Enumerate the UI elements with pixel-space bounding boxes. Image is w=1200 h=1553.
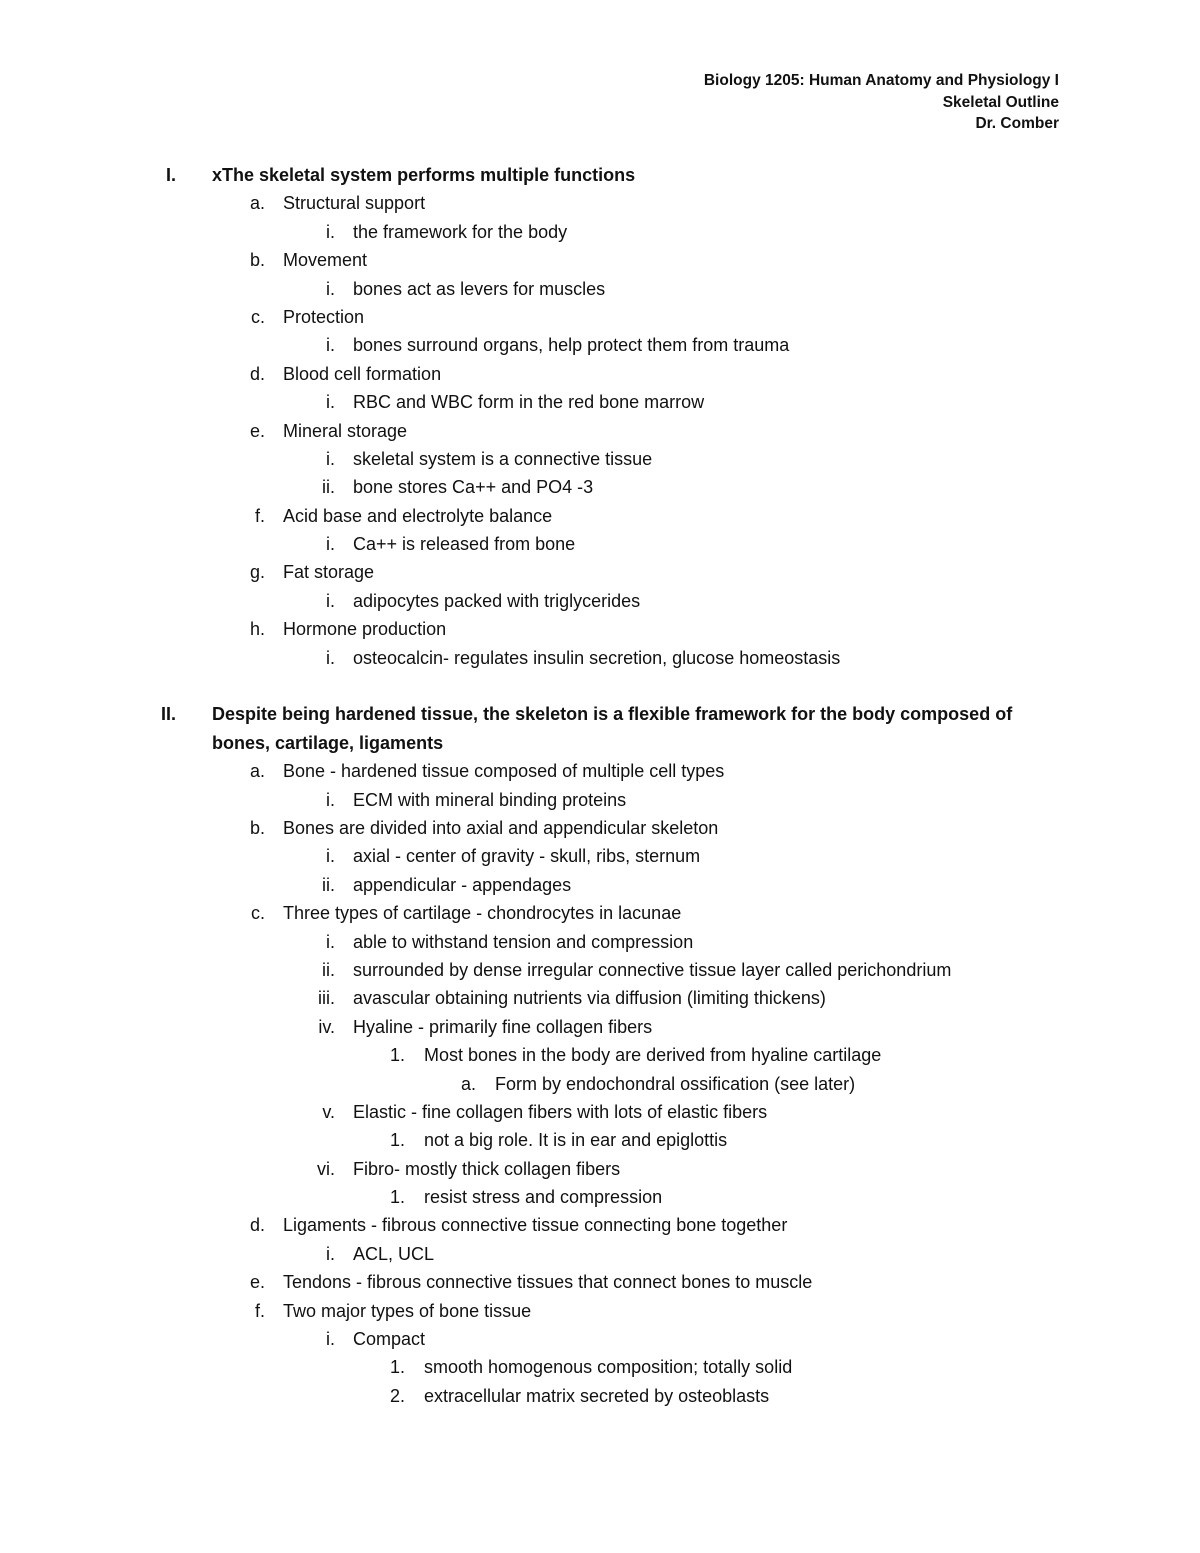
outline-marker: i. [326, 278, 335, 299]
outline-item-level-4 [0, 1070, 1200, 1098]
outline-item-level-1 [0, 615, 1200, 643]
outline-text: Mineral storage [283, 420, 408, 441]
outline-marker: h. [249, 619, 265, 640]
outline-text: bones surround organs, help protect them from trauma [353, 335, 790, 356]
outline-marker: 1. [389, 1357, 405, 1378]
outline-marker: i. [326, 590, 335, 611]
outline-marker: iii. [318, 988, 335, 1009]
outline-item-level-2 [0, 984, 1200, 1012]
outline-text: Two major types of bone tissue [283, 1300, 532, 1321]
outline-item-level-1 [0, 360, 1200, 388]
outline-marker: e. [249, 1272, 265, 1293]
outline-marker: i. [326, 789, 335, 810]
outline-item-level-2 [0, 871, 1200, 899]
outline-item-level-1 [0, 1211, 1200, 1239]
outline-text: Fat storage [283, 562, 375, 583]
outline-marker: d. [249, 1215, 265, 1236]
outline-text: RBC and WBC form in the red bone marrow [353, 392, 705, 413]
outline-item-level-2 [0, 331, 1200, 359]
outline-item-level-2 [0, 587, 1200, 615]
outline-item-level-2 [0, 1155, 1200, 1183]
outline-item-level-3 [0, 1382, 1200, 1410]
outline-text: Ca++ is released from bone [353, 534, 576, 555]
outline-item-level-3 [0, 1183, 1200, 1211]
outline-text: Bone - hardened tissue composed of multiple cell types [283, 761, 725, 782]
outline-text: smooth homogenous composition; totally solid [424, 1357, 793, 1378]
outline-text: skeletal system is a connective tissue [353, 448, 653, 469]
outline-marker: 1. [389, 1045, 405, 1066]
outline-marker: II. [160, 704, 176, 725]
outline-marker: iv. [318, 1016, 335, 1037]
outline-text: ACL, UCL [353, 1243, 435, 1264]
outline-text: Blood cell formation [283, 363, 442, 384]
outline-text: Fibro- mostly thick collagen fibers [353, 1158, 621, 1179]
document-header [704, 70, 1059, 135]
outline-item-level-2 [0, 644, 1200, 672]
outline-item-level-1 [0, 558, 1200, 586]
outline-text: Hormone production [283, 619, 447, 640]
outline-spacer [0, 672, 1200, 700]
outline-marker: i. [326, 1243, 335, 1264]
outline-text: surrounded by dense irregular connective tissue layer called perichondrium [353, 959, 952, 980]
outline-item-level-2 [0, 1325, 1200, 1353]
outline-marker: ii. [322, 477, 335, 498]
outline-text: Despite being hardened tissue, the skeleton is a flexible framework for the body composed of bones, cartilage, ligaments [212, 704, 1013, 753]
outline-marker: vi. [317, 1158, 335, 1179]
outline-marker: i. [326, 1329, 335, 1350]
outline-marker: d. [249, 363, 265, 384]
outline-marker: e. [249, 420, 265, 441]
outline-text: bone stores Ca++ and PO4 -3 [353, 477, 594, 498]
outline-marker: b. [249, 250, 265, 271]
outline-item-level-1 [0, 899, 1200, 927]
outline-text: Structural support [283, 193, 426, 214]
outline-item-level-2 [0, 530, 1200, 558]
outline-text: adipocytes packed with triglycerides [353, 590, 641, 611]
outline-text: bones act as levers for muscles [353, 278, 606, 299]
outline-marker: c. [250, 306, 265, 327]
outline-marker: i. [326, 221, 335, 242]
outline-text: able to withstand tension and compression [353, 931, 694, 952]
outline-item-level-1 [0, 502, 1200, 530]
outline-marker: v. [322, 1101, 335, 1122]
outline-text: Ligaments - fibrous connective tissue connecting bone together [283, 1215, 788, 1236]
outline-marker: c. [250, 903, 265, 924]
outline-text: osteocalcin- regulates insulin secretion, glucose homeostasis [353, 647, 841, 668]
outline-text: resist stress and compression [424, 1187, 663, 1208]
outline-list [0, 161, 1200, 1410]
outline-item-level-1 [0, 189, 1200, 217]
outline-text: Acid base and electrolyte balance [283, 505, 553, 526]
outline-marker: i. [326, 534, 335, 555]
outline-item-level-1 [0, 417, 1200, 445]
outline-item-level-2 [0, 956, 1200, 984]
outline-marker: i. [326, 448, 335, 469]
outline-marker: i. [326, 647, 335, 668]
outline-item-level-1 [0, 246, 1200, 274]
outline-item-level-0 [0, 161, 1200, 189]
outline-item-level-2 [0, 388, 1200, 416]
outline-text: not a big role. It is in ear and epiglottis [424, 1130, 728, 1151]
outline-item-level-3 [0, 1126, 1200, 1154]
outline-marker: a. [249, 193, 265, 214]
outline-marker: i. [326, 846, 335, 867]
outline-item-level-2 [0, 786, 1200, 814]
outline-item-level-1 [0, 1268, 1200, 1296]
outline-text: Form by endochondral ossification (see later) [495, 1073, 856, 1094]
outline-item-level-1 [0, 1297, 1200, 1325]
outline-item-level-3 [0, 1041, 1200, 1069]
outline-marker: ii. [322, 959, 335, 980]
outline-item-level-1 [0, 757, 1200, 785]
outline-item-level-3 [0, 1353, 1200, 1381]
outline-item-level-2 [0, 218, 1200, 246]
outline-text: Bones are divided into axial and appendicular skeleton [283, 818, 719, 838]
outline-text: the framework for the body [353, 221, 568, 242]
outline-marker: 1. [389, 1187, 405, 1208]
outline-marker: I. [165, 165, 176, 185]
outline-text: Most bones in the body are derived from hyaline cartilage [424, 1045, 882, 1066]
outline-marker: f. [254, 1300, 265, 1321]
outline-text: xThe skeletal system performs multiple functions [212, 165, 636, 185]
outline-marker: f. [254, 505, 265, 526]
outline-text: Hyaline - primarily fine collagen fibers [353, 1016, 653, 1037]
outline-item-level-0 [0, 700, 1200, 757]
outline-marker: i. [326, 335, 335, 356]
outline-text: appendicular - appendages [353, 874, 572, 895]
outline-marker: i. [326, 931, 335, 952]
outline-item-level-2 [0, 842, 1200, 870]
outline-text: Compact [353, 1329, 426, 1350]
outline-text: Movement [283, 250, 368, 271]
outline-text: extracellular matrix secreted by osteoblasts [424, 1385, 770, 1406]
outline-item-level-1 [0, 814, 1200, 842]
outline-text: Protection [283, 306, 365, 327]
outline-marker: a. [249, 761, 265, 782]
course-title: Biology 1205: Human Anatomy and Physiology I [703, 72, 1059, 89]
outline-item-level-2 [0, 445, 1200, 473]
outline-marker: 2. [389, 1385, 405, 1406]
outline-item-level-1 [0, 303, 1200, 331]
outline-marker: ii. [322, 874, 335, 895]
outline-item-level-2 [0, 1098, 1200, 1126]
outline-text: ECM with mineral binding proteins [353, 789, 627, 810]
outline-marker: b. [249, 818, 265, 838]
outline-text: Tendons - fibrous connective tissues that connect bones to muscle [283, 1272, 813, 1293]
outline-item-level-2 [0, 1013, 1200, 1041]
outline-text: avascular obtaining nutrients via diffusion (limiting thickens) [353, 988, 826, 1009]
outline-item-level-2 [0, 473, 1200, 501]
outline-item-level-2 [0, 928, 1200, 956]
outline-marker: i. [326, 392, 335, 413]
outline-item-level-2 [0, 1240, 1200, 1268]
outline-text: axial - center of gravity - skull, ribs, sternum [353, 846, 701, 867]
outline-marker: a. [460, 1073, 476, 1094]
instructor-name: Dr. Comber [975, 115, 1059, 132]
outline-item-level-2 [0, 275, 1200, 303]
outline-text: Elastic - fine collagen fibers with lots of elastic fibers [353, 1101, 768, 1122]
topic-title: Skeletal Outline [942, 93, 1059, 111]
outline-marker: g. [249, 562, 265, 583]
outline-marker: 1. [389, 1130, 405, 1151]
outline-text: Three types of cartilage - chondrocytes in lacunae [283, 903, 682, 924]
